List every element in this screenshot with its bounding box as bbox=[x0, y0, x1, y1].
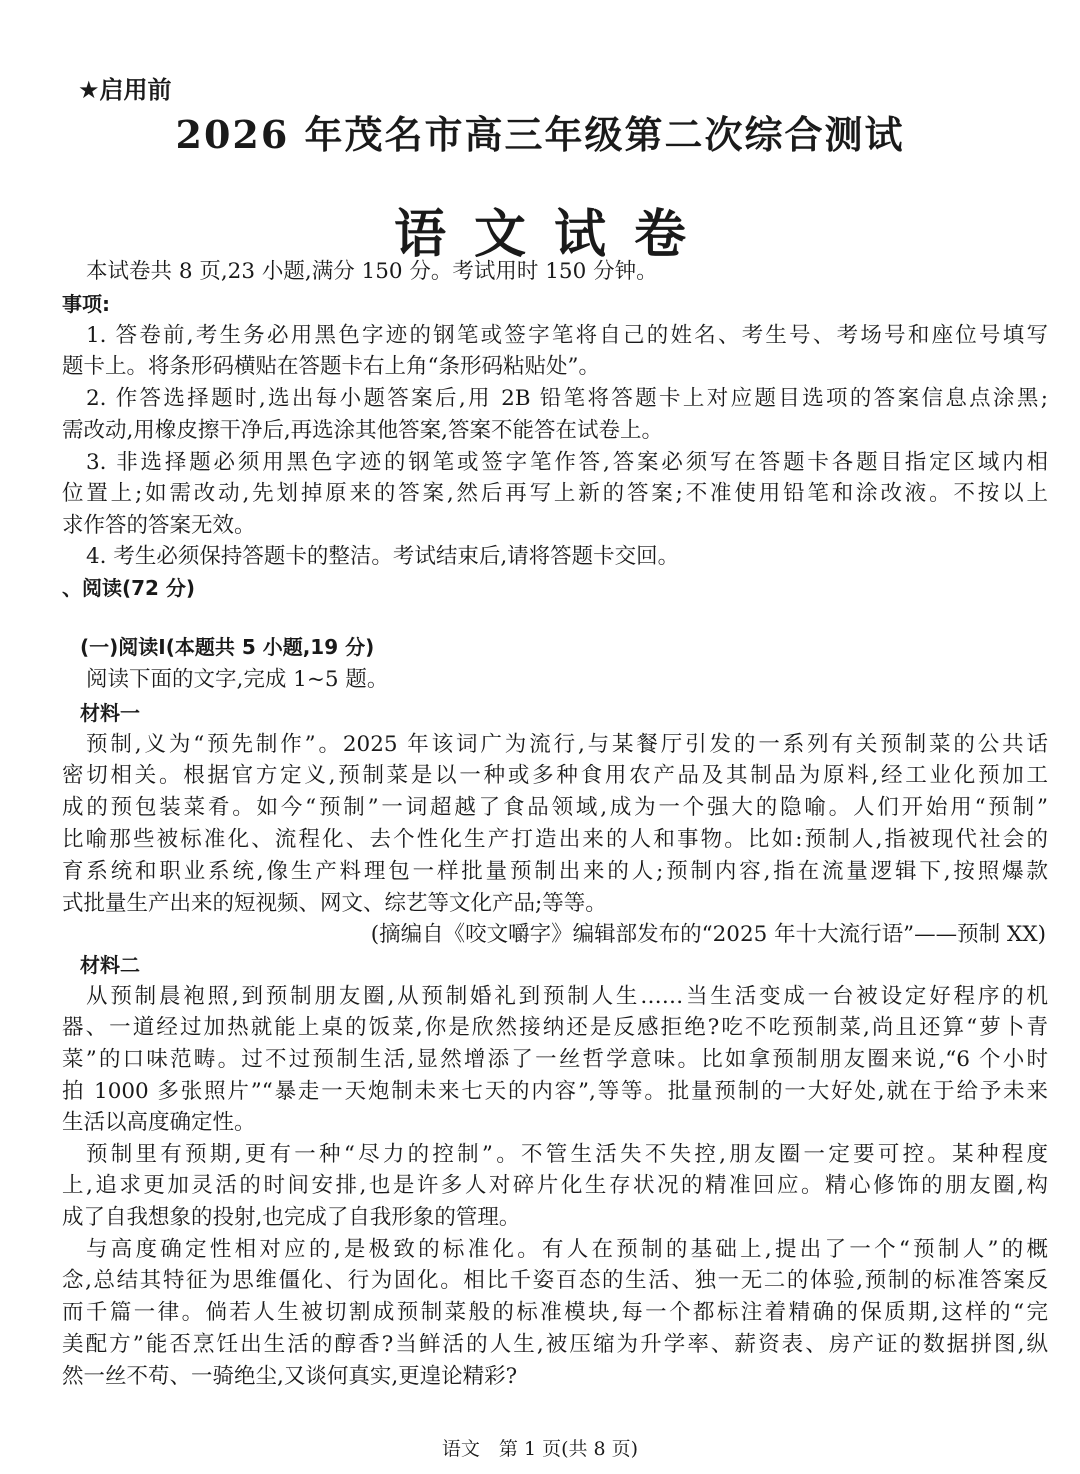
text-line: 材料二 bbox=[80, 953, 140, 977]
text-line: 预制,义为“预先制作”。2025 年该词广为流行,与某餐厅引发的一系列有关预制菜的公共话 bbox=[86, 732, 1048, 757]
text-line: 4. 考生必须保持答题卡的整洁。考试结束后,请将答题卡交回。 bbox=[86, 544, 680, 569]
text-line: 求作答的答案无效。 bbox=[62, 513, 256, 538]
text-line: 生活以高度确定性。 bbox=[62, 1110, 256, 1135]
text-line: 器、一道经过加热就能上桌的饭菜,你是欣然接纳还是反感拒绝?吃不吃预制菜,尚且还算“萝卜青 bbox=[62, 1015, 1048, 1040]
text-line: 需改动,用橡皮擦干净后,再选涂其他答案,答案不能答在试卷上。 bbox=[62, 418, 664, 443]
text-line: 比喻那些被标准化、流程化、去个性化生产打造出来的人和事物。比如:预制人,指被现代社会的 bbox=[62, 827, 1048, 852]
text-line: 位置上;如需改动,先划掉原来的答案,然后再写上新的答案;不准使用铅笔和涂改液。不按以上 bbox=[62, 481, 1048, 506]
text-line: 1. 答卷前,考生务必用黑色字迹的钢笔或签字笔将自己的姓名、考生号、考场号和座位号填写 bbox=[86, 323, 1048, 348]
text-line: 而千篇一律。倘若人生被切割成预制菜般的标准模块,每一个都标注着精确的保质期,这样的“完 bbox=[62, 1300, 1048, 1325]
text-line: 上,追求更加灵活的时间安排,也是许多人对碎片化生存状况的精准回应。精心修饰的朋友圈,构 bbox=[62, 1173, 1048, 1198]
text-line: 与高度确定性相对应的,是极致的标准化。有人在预制的基础上,提出了一个“预制人”的概 bbox=[86, 1237, 1048, 1262]
text-line: 式批量生产出来的短视频、网文、综艺等文化产品;等等。 bbox=[62, 891, 607, 916]
text-line: 预制里有预期,更有一种“尽力的控制”。不管生活失不失控,朋友圈一定要可控。某种程度 bbox=[86, 1142, 1048, 1167]
text-line: 材料一 bbox=[80, 701, 140, 725]
text-line: 2. 作答选择题时,选出每小题答案后,用 2B 铅笔将答题卡上对应题目选项的答案信息点涂黑; bbox=[86, 386, 1048, 411]
text-line: 本试卷共 8 页,23 小题,满分 150 分。考试用时 150 分钟。 bbox=[86, 259, 658, 284]
text-line: 题卡上。将条形码横贴在答题卡右上角“条形码粘贴处”。 bbox=[62, 354, 600, 379]
page-footer: 语文 第 1 页(共 8 页) bbox=[441, 1438, 639, 1460]
text-line: (一)阅读Ⅰ(本题共 5 小题,19 分) bbox=[80, 635, 375, 659]
text-line: (摘编自《咬文嚼字》编辑部发布的“2025 年十大流行语”——预制 XX) bbox=[370, 922, 1046, 947]
confidential-label: ★启用前 bbox=[78, 76, 172, 104]
text-line: 3. 非选择题必须用黑色字迹的钢笔或签字笔作答,答案必须写在答题卡各题目指定区域内相 bbox=[86, 450, 1048, 475]
text-line: 从预制晨袍照,到预制朋友圈,从预制婚礼到预制人生……当生活变成一台被设定好程序的机 bbox=[86, 984, 1048, 1009]
text-line: 美配方”能否烹饪出生活的醇香?当鲜活的人生,被压缩为升学率、薪资表、房产证的数据拼图,纵 bbox=[62, 1332, 1048, 1357]
text-line: 菜”的口味范畴。过不过预制生活,显然增添了一丝哲学意味。比如拿预制朋友圈来说,“6 个小时 bbox=[62, 1047, 1048, 1072]
text-line: 、阅读(72 分) bbox=[62, 576, 196, 600]
text-line: 育系统和职业系统,像生产料理包一样批量预制出来的人;预制内容,指在流量逻辑下,按照爆款 bbox=[62, 859, 1048, 884]
text-line: 成的预包装菜肴。如今“预制”一词超越了食品领域,成为一个强大的隐喻。人们开始用“预制” bbox=[62, 795, 1048, 820]
exam-title: 2026 年茂名市高三年级第二次综合测试 bbox=[175, 112, 905, 157]
text-line: 念,总结其特征为思维僵化、行为固化。相比千姿百态的生活、独一无二的体验,预制的标准答案反 bbox=[62, 1268, 1048, 1293]
text-line: 阅读下面的文字,完成 1~5 题。 bbox=[86, 667, 389, 692]
exam-subtitle: 语文试卷 bbox=[393, 204, 714, 265]
text-line: 成了自我想象的投射,也完成了自我形象的管理。 bbox=[62, 1205, 521, 1230]
text-line: 拍 1000 多张照片”“暴走一天炮制未来七天的内容”,等等。批量预制的一大好处,就在于给予未来 bbox=[62, 1079, 1048, 1104]
text-line: 密切相关。根据官方定义,预制菜是以一种或多种食用农产品及其制品为原料,经工业化预加工 bbox=[62, 763, 1048, 788]
text-line: 事项: bbox=[62, 292, 110, 316]
text-line: 然一丝不苟、一骑绝尘,又谈何真实,更遑论精彩? bbox=[62, 1364, 518, 1389]
